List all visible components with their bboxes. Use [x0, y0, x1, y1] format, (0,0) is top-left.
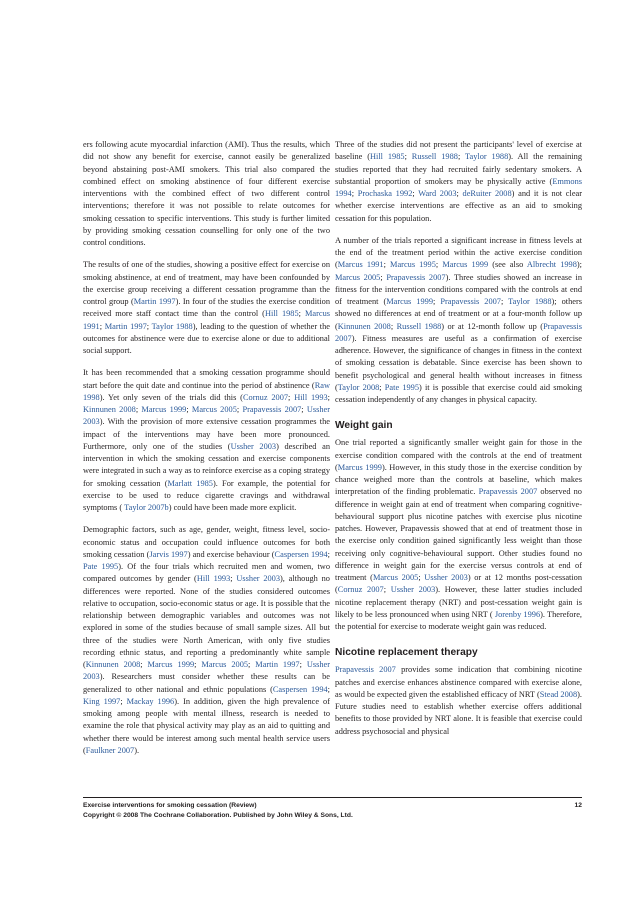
reference-link[interactable]: Marlatt 1985 [167, 478, 213, 488]
reference-link[interactable]: Faulkner 2007 [85, 745, 135, 755]
text-run: ; [301, 405, 307, 414]
body-paragraph [335, 437, 582, 633]
text-run: ). However, these latter studies included nicotine replacement therapy (NRT) and post-cessation weight gain is likely to be less pronounced when using NRT ( [335, 585, 583, 619]
reference-link[interactable]: Kinnunen 2008 [337, 321, 391, 331]
review-title: Exercise interventions for smoking cessation (Review) [83, 802, 257, 809]
text-run: ; [379, 382, 385, 392]
text-run: ; [298, 309, 305, 319]
text-run: Demographic factors, such as age, gender, weight, fitness level, socio-economic status and occupation could influence outcomes for both smoking cessation ( [83, 525, 330, 559]
reference-link[interactable]: Ussher 2003 [83, 405, 331, 427]
text-run: ) and it is not clear whether exercise interventions are effective as an aid to smoking cessation for this population. [335, 189, 582, 223]
text-run: ). Fitness measures are useful as a confirmation of exercise adherence. However, the significance of changes in fitness in the context of smoking cessation is debatable. Since exercise has been shown to benefit psychological and general health without increases in fitness ( [335, 333, 582, 392]
reference-link[interactable]: Hill 1985 [264, 309, 299, 319]
text-run: ; [457, 152, 466, 162]
reference-link[interactable]: Pate 1995 [384, 382, 420, 392]
reference-link[interactable]: Martin 1997 [133, 297, 176, 306]
text-run: ). In addition, given the high prevalence of smoking among people with mental illness, research is needed to examine the role that physical activity may play as an aid to quitting and whether there would be interest among such mental health service users ( [83, 696, 330, 755]
reference-link[interactable]: Marcus 2005 [372, 573, 419, 582]
footer-divider [83, 797, 582, 798]
text-run: ; [500, 297, 509, 306]
body-paragraph [83, 524, 330, 757]
reference-link[interactable]: Albrecht 1998 [526, 260, 577, 270]
text-run: ). With the provision of more extensive cessation programmes the impact of the interventions may have been more pronounced. Furthermore, only one of the studies ( [83, 417, 330, 451]
reference-link[interactable]: Taylor 2007b [124, 503, 169, 512]
text-run: ) or at 12 months post-cessation ( [335, 573, 583, 595]
text-run: It has been recommended that a smoking cessation programme should start before the quit date and continue into the period of abstinence ( [83, 368, 330, 390]
text-run: (see also [488, 260, 527, 270]
text-run: ; [435, 260, 443, 270]
reference-link[interactable]: Hill 1985 [370, 152, 405, 162]
text-run: ; [299, 660, 307, 669]
text-run: ) or at 12-month follow up ( [441, 321, 544, 331]
text-run: ; [99, 321, 105, 331]
text-run: ). Therefore, the potential for exercise to moderate weight gain was reduced. [335, 609, 582, 631]
text-run: ; [351, 189, 358, 198]
reference-link[interactable]: Stead 2008 [539, 689, 578, 699]
text-run: ). All the remaining studies reported that they had recruited fairly sedentary smokers. A substantial proportion of smokers may be physically active ( [335, 152, 582, 186]
reference-link[interactable]: Marcus 1991 [83, 309, 330, 331]
reference-link[interactable]: Prochaska 1992 [357, 189, 413, 198]
reference-link[interactable]: Raw 1998 [83, 380, 330, 402]
text-run: ; [288, 392, 295, 402]
reference-link[interactable]: Hill 1993 [196, 574, 231, 584]
text-run: One trial reported a significantly smaller weight gain for those in the exercise condition compared with the controls at the end of treatment ( [335, 438, 582, 472]
section-heading: Weight gain [335, 420, 393, 432]
text-run: ), although no differences were reported. None of the studies considered outcomes relative to occupation, socio-economic status or age. It is possible that the relationship between demographic variables and outcomes was not explored in some of the studies because of small sample sizes. All but three of the studies were North American, with only five studies recording ethnic status, and reporting a predominantly white sample ( [83, 574, 330, 669]
reference-link[interactable]: Marcus 1991 [337, 260, 384, 270]
text-run: ). Researchers must consider whether these results can be generalized to other national and ethnic populations ( [83, 672, 330, 694]
text-run: ; [418, 573, 425, 582]
text-run: ). Three studies showed an increase in fitness for the intervention conditions compared with the controls at end of treatment ( [335, 272, 582, 306]
text-run: ; [383, 585, 391, 595]
reference-link[interactable]: Cornuz 2007 [242, 392, 289, 402]
reference-link[interactable]: Prapavessis 2007 [335, 665, 396, 675]
text-run: ; [380, 272, 387, 282]
reference-link[interactable]: Ussher 2003 [83, 660, 331, 682]
text-run: ) and exercise behaviour ( [187, 549, 275, 559]
text-run: ; [120, 696, 127, 706]
reference-link[interactable]: Ussher 2003 [424, 573, 468, 582]
reference-link[interactable]: Caspersen 1994 [272, 684, 328, 694]
reference-link[interactable]: Kinnunen 2008 [83, 405, 136, 414]
reference-link[interactable]: Caspersen 1994 [274, 549, 328, 559]
reference-link[interactable]: Taylor 1988 [508, 297, 552, 306]
reference-link[interactable]: Russell 1988 [396, 321, 442, 331]
text-run: ; [433, 297, 441, 306]
left-text-column [83, 139, 330, 757]
body-paragraph [335, 139, 582, 225]
reference-link[interactable]: Marcus 2005 [201, 660, 249, 669]
reference-link[interactable]: Kinnunen 2008 [85, 660, 141, 669]
body-paragraph [83, 259, 330, 357]
text-run: ). Yet only seven of the trials did this ( [99, 392, 243, 402]
text-run: ; [383, 260, 391, 270]
reference-link[interactable]: Russell 1988 [411, 152, 458, 162]
reference-link[interactable]: Prapavessis 2007 [242, 405, 302, 414]
text-run: ; [140, 660, 148, 669]
text-run: A number of the trials reported a significant increase in fitness levels at the end of the treatment period within the active exercise condition ( [335, 235, 582, 270]
text-run: ; [135, 405, 142, 414]
reference-link[interactable]: deRuiter 2008 [462, 189, 512, 198]
text-run: ) could have been made more explicit. [168, 503, 297, 512]
text-run: ). Future studies need to establish whether exercise offers additional benefits to those provided by NRT alone. It is feasible that exercise could address psychosocial and physical [335, 689, 582, 736]
reference-link[interactable]: Ussher 2003 [390, 585, 436, 595]
reference-link[interactable]: Marcus 2005 [335, 272, 381, 282]
reference-link[interactable]: Prapavessis 2007 [478, 487, 538, 497]
section-heading: Nicotine replacement therapy [335, 647, 478, 659]
reference-link[interactable]: Marcus 2005 [191, 405, 237, 414]
reference-link[interactable]: Cornuz 2007 [337, 585, 384, 595]
page-number: 12 [574, 802, 582, 809]
text-run: ); others showed no differences at end of treatment or at a four-month follow up ( [335, 297, 583, 331]
text-run: ; [327, 684, 330, 694]
reference-link[interactable]: Martin 1997 [104, 321, 147, 331]
body-paragraph [335, 235, 582, 407]
text-run: ; [186, 405, 192, 414]
reference-link[interactable]: Prapavessis 2007 [440, 297, 501, 306]
reference-link[interactable]: Marcus 1999 [147, 660, 195, 669]
text-run: ) it is possible that exercise could aid smoking cessation independently of any changes in physical capacity. [335, 382, 583, 404]
reference-link[interactable]: Ussher 2003 [230, 441, 277, 451]
text-run: ; [390, 321, 397, 331]
text-run: ; [327, 549, 330, 559]
text-run: ). For example, the potential for exercise to be used to reduce cigarette cravings and withdrawal symptoms ( [83, 478, 330, 512]
text-run: provides some indication that combining nicotine patches and exercise enhances abstinence compared with exercise alone, as would be expected given the established efficacy of NRT ( [335, 665, 582, 699]
reference-link[interactable]: Taylor 1988 [151, 321, 193, 331]
reference-link[interactable]: Marcus 1999 [442, 260, 489, 270]
reference-link[interactable]: Ward 2003 [418, 189, 457, 198]
reference-link[interactable]: Prapavessis 2007 [335, 321, 582, 343]
text-run: ); [576, 260, 583, 270]
reference-link[interactable]: Prapavessis 2007 [386, 272, 446, 282]
body-paragraph [83, 139, 330, 249]
text-run: ers following acute myocardial infarction (AMI). Thus the results, which did not show any benefit for exercise, cannot easily be generalized beyond abstaining post-AMI smokers. This trial also compared the combined effect on smoking abstinence of four different exercise interventions with the combined effect of two different control interventions; therefore it was not possible to relate outcomes for smoking cessation to specific interventions. This study is further limited by providing smoking cessation counselling for only one of the two control conditions. [83, 140, 330, 247]
text-run: ; [404, 152, 412, 162]
right-text-column [335, 139, 582, 738]
text-run: The results of one of the studies, showing a positive effect for exercise on smoking abstinence, at end of treatment, may have been confounded by the exercise group receiving a different cessation programme than the control group ( [83, 260, 330, 306]
reference-link[interactable]: Martin 1997 [255, 660, 300, 669]
reference-link[interactable]: Jarvis 1997 [149, 549, 188, 559]
reference-link[interactable]: Emmons 1994 [335, 176, 582, 198]
reference-link[interactable]: Marcus 1999 [337, 462, 382, 472]
text-run: ), leading to the question of whether the outcomes for abstinence were due to exercise alone or due to additional social support. [83, 321, 330, 355]
text-run: ; [230, 574, 237, 584]
text-run: ). [134, 745, 140, 755]
body-paragraph [83, 367, 330, 514]
reference-link[interactable]: Marcus 1995 [390, 260, 436, 270]
reference-link[interactable]: Mackay 1996 [126, 696, 175, 706]
text-run: ). In four of the studies the exercise condition received more staff contact time than the control ( [83, 297, 331, 319]
reference-link[interactable]: King 1997 [83, 696, 121, 706]
reference-link[interactable]: Pate 1995 [83, 562, 119, 571]
reference-link[interactable]: Taylor 2008 [337, 382, 380, 392]
text-run: ). However, in this study those in the exercise condition by chance weighed more than the controls at baseline, which makes interpretation of the finding problematic. [335, 462, 582, 497]
footer-title-line [83, 801, 582, 810]
text-run: observed no difference in weight gain at end of treatment when comparing cognitive-behavioural support plus nicotine patches with exercise plus nicotine patches. However, Prapavessis showed that at end of treatment those in the exercise only condition gained significantly less weight than those receiving only cognitive-behavioural support. Other studies found no difference in weight gain for the exercise versus controls at end of treatment ( [335, 487, 582, 582]
text-run: ; [236, 405, 243, 414]
copyright-line: Copyright © 2008 The Cochrane Collaboration. Published by John Wiley & Sons, Ltd. [83, 812, 353, 819]
reference-link[interactable]: Hill 1993 [294, 392, 328, 402]
text-run: ; [456, 189, 463, 198]
reference-link[interactable]: Marcus 1999 [141, 405, 187, 414]
text-run: ; [248, 660, 256, 669]
reference-link[interactable]: Ussher 2003 [236, 574, 281, 584]
reference-link[interactable]: Marcus 1999 [386, 297, 433, 306]
text-run: ) described an intervention in which the smoking cessation and exercise components were integrated in such a way as to reinforce exercise as a coping strategy for smoking cessation ( [83, 441, 330, 488]
text-run: ). Of the four trials which recruited men and women, two compared outcomes by gender ( [83, 562, 331, 584]
reference-link[interactable]: Jorenby 1996 [494, 609, 541, 619]
reference-link[interactable]: Taylor 1988 [465, 152, 509, 162]
text-run: ; [412, 189, 419, 198]
text-run: ; [146, 321, 152, 331]
text-run: Three of the studies did not present the participants' level of exercise at baseline ( [335, 140, 582, 162]
body-paragraph [335, 664, 582, 738]
text-run: ; [327, 392, 330, 402]
text-run: ; [194, 660, 202, 669]
